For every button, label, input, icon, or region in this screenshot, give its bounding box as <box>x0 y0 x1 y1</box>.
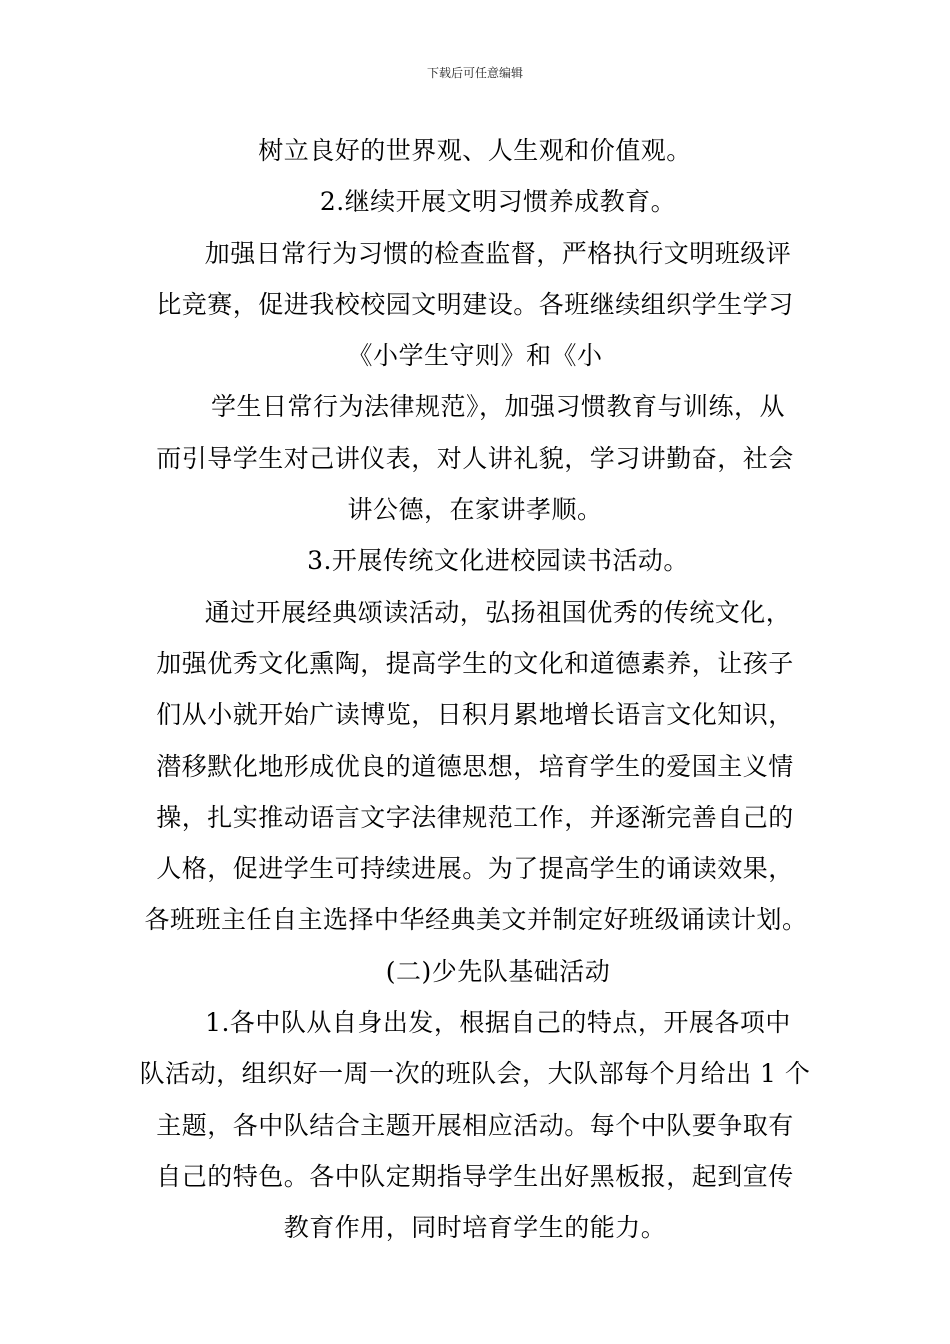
section-heading: 2.继续开展文明习惯养成教育。 <box>319 187 677 217</box>
text-line: 加强优秀文化熏陶，提高学生的文化和道德素养，让孩子 <box>156 648 794 678</box>
text-line: 潜移默化地形成优良的道德思想，培育学生的爱国主义情 <box>156 751 794 781</box>
text-line: 加强日常行为习惯的检查监督，严格执行文明班级评 <box>204 238 792 268</box>
text-line: 树立良好的世界观、人生观和价值观。 <box>258 136 692 165</box>
text-line: 比竞赛，促进我校校园文明建设。各班继续组织学生学习 <box>156 289 794 319</box>
text-line: 学生日常行为法律规范》，加强习惯教育与训练，从 <box>210 392 785 422</box>
section-heading: 3.开展传统文化进校园读书活动。 <box>307 546 689 576</box>
text-line: 各班班主任自主选择中华经典美文并制定好班级诵读计划。 <box>144 905 808 935</box>
text-line: 人格，促进学生可持续进展。为了提高学生的诵读效果， <box>156 854 794 884</box>
document-body <box>0 125 950 1254</box>
text-line: 1.各中队从自身出发，根据自己的特点，开展各项中 <box>205 1008 791 1038</box>
text-line: 通过开展经典颂读活动，弘扬祖国优秀的传统文化， <box>204 597 792 627</box>
text-line: 自己的特色。各中队定期指导学生出好黑板报，起到宣传 <box>156 1161 794 1191</box>
text-line: 队活动，组织好一周一次的班队会，大队部每个月给出 1 个 <box>139 1059 811 1089</box>
text-line: 讲公德，在家讲孝顺。 <box>347 495 603 525</box>
text-line: 主题，各中队结合主题开展相应活动。每个中队要争取有 <box>156 1110 794 1140</box>
text-line: 《小学生守则》和《小 <box>347 341 603 371</box>
section-heading: (二)少先队基础活动 <box>385 956 611 986</box>
text-line: 操，扎实推动语言文字法律规范工作，并逐渐完善自己的 <box>156 802 794 832</box>
text-line: 们从小就开始广读博览，日积月累地增长语言文化知识， <box>156 700 794 730</box>
text-line: 教育作用，同时培育学生的能力。 <box>283 1213 667 1243</box>
text-line: 而引导学生对己讲仪表，对人讲礼貌，学习讲勤奋，社会 <box>156 443 794 473</box>
page-header: 下载后可任意编辑 <box>426 66 523 80</box>
